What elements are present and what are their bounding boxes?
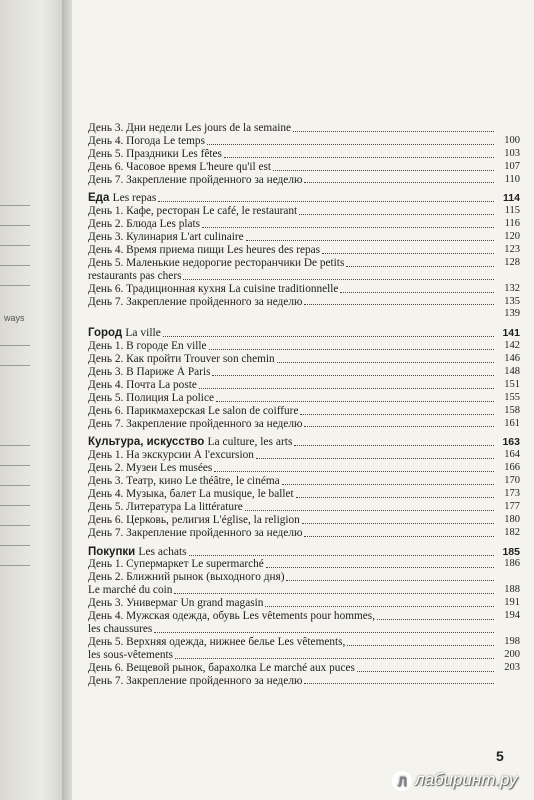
entry-title: День 3. Кулинария L'art culinaire (88, 231, 244, 244)
toc-entry (88, 610, 520, 623)
section-title-ru: Культура, искусство (88, 436, 205, 449)
toc-entry (88, 122, 520, 135)
page-ref: 180 (504, 513, 520, 525)
dot-leader (304, 683, 494, 684)
toc-entry (88, 379, 520, 392)
entry-title: День 1. В городе En ville (88, 340, 207, 353)
entry-title: restaurants pas chers (88, 269, 182, 282)
entry-title: День 7. Закрепление пройденного за неделю (88, 526, 303, 539)
watermark (392, 770, 517, 791)
toc-entry (88, 649, 520, 662)
entry-title: День 4. Почта La poste (88, 378, 197, 391)
toc-section-heading (88, 546, 520, 559)
entry-title: День 2. Как пройти Trouver son chemin (88, 353, 275, 366)
page-ref: 128 (504, 256, 520, 268)
dot-leader (293, 131, 494, 132)
watermark-text: лабиринт.ру (415, 770, 518, 789)
entry-title: День 2. Ближний рынок (выходного дня) (88, 571, 285, 584)
page-ref: 191 (504, 597, 520, 609)
entry-title: les sous-vêtements (88, 648, 174, 661)
page-ref: 103 (504, 147, 520, 159)
section-title (88, 436, 292, 449)
entry-title: День 4. Время приема пищи Les heures des repas (88, 244, 321, 256)
dot-leader (265, 606, 494, 607)
toc-entry (88, 231, 520, 244)
page-ref: 142 (504, 340, 520, 352)
dot-leader (347, 645, 494, 646)
toc-entry (88, 449, 520, 462)
page-number: 5 (496, 748, 504, 764)
dot-leader (277, 362, 494, 363)
dot-leader (286, 580, 494, 581)
page-ref: 116 (504, 218, 520, 230)
toc-entry (88, 488, 520, 501)
dot-leader (304, 304, 494, 305)
dot-leader (154, 632, 494, 633)
toc-entry (88, 218, 520, 231)
toc-entry (88, 257, 520, 270)
toc-entry (88, 623, 520, 636)
entry-title: День 5. Маленькие недорогие ресторанчики De petits (88, 256, 345, 269)
toc-entry (88, 244, 520, 257)
dot-leader (322, 253, 494, 254)
page-ref: 200 (504, 648, 520, 660)
page-ref: 141 (502, 327, 520, 340)
toc-entry (88, 174, 520, 187)
entry-title: Le marché du coin (88, 584, 173, 597)
toc-section-heading (88, 327, 520, 340)
entry-title: День 7. Закрепление пройденного за неделю (88, 173, 303, 186)
page-ref: 107 (504, 160, 520, 172)
dot-leader (246, 240, 494, 241)
page-ref: 188 (504, 584, 520, 596)
entry-title: День 3. Дни недели Les jours de la semaine (88, 121, 292, 134)
dot-leader (212, 375, 494, 376)
entry-title: День 6. Парикмахерская Le salon de coiffure (88, 404, 299, 417)
page-ref: 155 (504, 391, 520, 403)
page-ref: 203 (504, 661, 520, 673)
entry-title: День 5. Верхняя одежда, нижнее белье Les vêtements, (88, 635, 346, 648)
toc-entry (88, 514, 520, 527)
toc-entry (88, 161, 520, 174)
toc-entry (88, 270, 520, 283)
dot-leader (245, 510, 494, 511)
page-ref: 163 (502, 436, 520, 449)
toc-entry (88, 675, 520, 688)
page-ref: 177 (504, 500, 520, 512)
section-title (88, 192, 156, 205)
dot-leader (296, 497, 494, 498)
dot-leader (209, 349, 494, 350)
toc-entry (88, 405, 520, 418)
toc-entry (88, 475, 520, 488)
toc-entry (88, 462, 520, 475)
entry-title: День 2. Музеи Les musées (88, 462, 213, 475)
entry-title: День 4. Погода Le temps (88, 134, 205, 147)
page-ref: 170 (504, 475, 520, 487)
section-title (88, 546, 187, 559)
entry-title: День 5. Полиция La police (88, 391, 214, 404)
entry-title: День 7. Закрепление пройденного за неделю (88, 417, 303, 430)
entry-title: День 7. Закрепление пройденного за неделю (88, 295, 303, 308)
page-ref: 110 (504, 173, 520, 185)
dot-leader (304, 536, 494, 537)
toc-entry (88, 135, 520, 148)
entry-title: День 5. Литература La littérature (88, 500, 243, 513)
page-ref: 166 (504, 462, 520, 474)
toc-entry (88, 148, 520, 161)
entry-title: День 2. Блюда Les plats (88, 218, 201, 231)
toc-section-heading (88, 436, 520, 449)
entry-title: День 5. Праздники Les fêtes (88, 147, 222, 160)
dot-leader (174, 593, 494, 594)
entry-title: les chaussures (88, 622, 153, 635)
dot-leader (216, 401, 494, 402)
page-ref: 146 (504, 353, 520, 365)
page-ref: 185 (502, 545, 520, 558)
entry-title: День 3. В Париже À Paris (88, 366, 211, 379)
section-title (88, 327, 161, 340)
page-ref: 173 (504, 488, 520, 500)
dot-leader (299, 214, 494, 215)
left-page-fragment: ways (4, 313, 25, 323)
toc-entry (88, 366, 520, 379)
entry-title: День 7. Закрепление пройденного за неделю (88, 674, 303, 687)
page-ref: 148 (504, 366, 520, 378)
toc-entry (88, 527, 520, 540)
page-ref: 114 (503, 192, 520, 205)
page-ref: 132 (504, 282, 520, 294)
page-ref: 139 (504, 308, 520, 320)
section-title-fr: Les achats (138, 545, 187, 558)
table-of-contents (88, 122, 520, 687)
dot-leader (346, 266, 494, 267)
dot-leader (256, 458, 494, 459)
dot-leader (357, 671, 494, 672)
dot-leader (377, 619, 494, 620)
dot-leader (266, 567, 494, 568)
entry-title: День 6. Вещевой рынок, барахолка Le marché aux puces (88, 661, 355, 674)
dot-leader (163, 336, 494, 337)
section-title-ru: Еда (88, 192, 110, 205)
dot-leader (302, 523, 494, 524)
page-ref: 198 (504, 635, 520, 647)
entry-title: День 3. Театр, кино Le théâtre, le cinéma (88, 475, 280, 488)
labirint-logo-icon: Л (392, 771, 412, 791)
dot-leader (189, 555, 494, 556)
toc-entry (88, 597, 520, 610)
section-title-fr: La ville (125, 327, 161, 340)
page-ref: 158 (504, 404, 520, 416)
toc-entry (88, 584, 520, 597)
toc-section-heading (88, 192, 520, 205)
dot-leader (304, 426, 494, 427)
toc-entry (88, 308, 520, 321)
section-title-fr: Les repas (112, 192, 157, 205)
page-ref: 194 (504, 610, 520, 622)
page-ref: 164 (504, 449, 520, 461)
section-title-ru: Город (88, 327, 123, 340)
entry-title: День 3. Универмаг Un grand magasin (88, 597, 264, 610)
dot-leader (340, 292, 494, 293)
dot-leader (158, 201, 494, 202)
entry-title: День 4. Мужская одежда, обувь Les vêtements pour hommes, (88, 610, 376, 623)
toc-entry (88, 559, 520, 572)
toc-entry (88, 571, 520, 584)
page-ref: 115 (504, 205, 520, 217)
toc-entry (88, 662, 520, 675)
dot-leader (175, 658, 494, 659)
entry-title: День 1. На экскурсии À l'excursion (88, 449, 254, 462)
entry-title: День 1. Кафе, ресторан Le café, le restaurant (88, 205, 298, 218)
page-ref: 151 (504, 378, 520, 390)
dot-leader (183, 279, 494, 280)
toc-entry (88, 340, 520, 353)
page-ref: 135 (504, 295, 520, 307)
toc-entry (88, 418, 520, 431)
toc-entry (88, 296, 520, 309)
entry-title: День 4. Музыка, балет La musique, le ballet (88, 488, 294, 501)
dot-leader (294, 445, 494, 446)
dot-leader (199, 388, 494, 389)
left-page-edge (0, 0, 70, 800)
entry-title: День 6. Традиционная кухня La cuisine traditionnelle (88, 282, 339, 295)
dot-leader (224, 157, 494, 158)
toc-entry (88, 205, 520, 218)
entry-title: День 6. Часовое время L'heure qu'il est (88, 160, 272, 173)
toc-entry (88, 636, 520, 649)
dot-leader (304, 182, 494, 183)
dot-leader (207, 144, 494, 145)
toc-entry (88, 501, 520, 514)
dot-leader (202, 227, 494, 228)
dot-leader (273, 170, 494, 171)
entry-title: День 6. Церковь, религия L'église, la religion (88, 513, 300, 526)
dot-leader (214, 471, 494, 472)
section-title-fr: La culture, les arts (207, 436, 293, 449)
dot-leader (300, 414, 494, 415)
page-ref: 120 (504, 231, 520, 243)
page-ref: 186 (504, 558, 520, 570)
page-ref: 182 (504, 526, 520, 538)
section-title-ru: Покупки (88, 545, 136, 558)
toc-entry (88, 353, 520, 366)
entry-title: День 1. Супермаркет Le supermarché (88, 558, 264, 571)
page-ref: 123 (504, 244, 520, 255)
dot-leader (282, 484, 494, 485)
toc-entry (88, 392, 520, 405)
page-ref: 161 (504, 417, 520, 429)
toc-entry (88, 283, 520, 296)
page-ref: 100 (504, 134, 520, 146)
